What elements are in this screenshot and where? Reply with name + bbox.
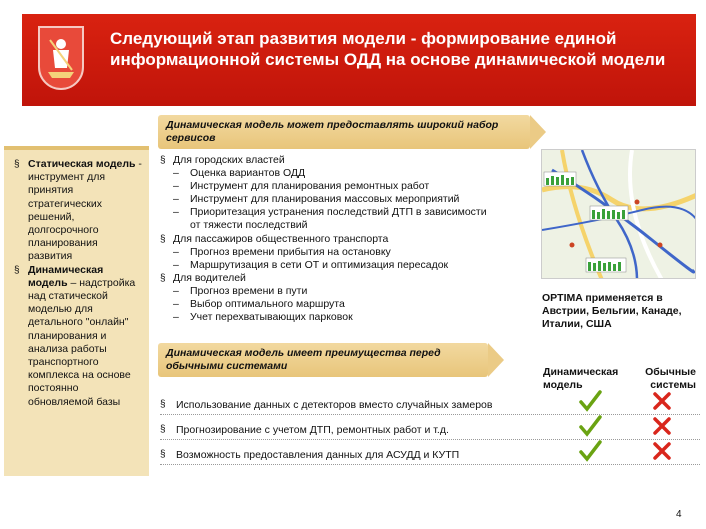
header-banner	[22, 14, 696, 106]
cross-icon	[652, 416, 672, 436]
service-group-title: § Для пассажиров общественного транспорта	[160, 233, 540, 246]
page-title: Следующий этап развития модели - формирование единой информационной системы ОДД на основе динамической модели	[110, 29, 666, 69]
service-item: – Прогноз времени прибытия на остановку	[160, 246, 540, 259]
comparison-row	[160, 443, 700, 465]
service-item: – Выбор оптимального маршрута	[160, 298, 540, 311]
service-group-title: § Для городских властей	[160, 154, 540, 167]
comparison-row	[160, 393, 700, 415]
service-item-continuation: от тяжести последствий	[190, 219, 308, 232]
service-item: – Приоритезация устранения последствий ДТП в зависимости	[160, 206, 540, 219]
service-item: – Учет перехватывающих парковок	[160, 311, 540, 324]
comparison-row-label: § Прогнозирование с учетом ДТП, ремонтных работ и т.д.	[160, 424, 449, 436]
service-item: – Маршрутизация в сети ОТ и оптимизация пересадок	[160, 259, 540, 272]
service-item: – Инструмент для планирования массовых мероприятий	[160, 193, 540, 206]
checkmark-icon	[578, 389, 602, 413]
regular-systems-column-header: Обычные системы	[645, 366, 696, 391]
traffic-map-image	[541, 149, 696, 279]
dynamic-model-column-header: Динамическая модель	[543, 366, 619, 391]
checkmark-icon	[578, 439, 602, 463]
services-list	[160, 154, 540, 324]
service-item: – Оценка вариантов ОДД	[160, 167, 540, 180]
comparison-row	[160, 418, 700, 440]
list-item	[14, 264, 144, 409]
comparison-row-label: § Возможность предоставления данных для АСУДД и КУТП	[160, 449, 459, 461]
service-item: – Прогноз времени в пути	[160, 285, 540, 298]
model-types-panel	[4, 146, 149, 476]
comparison-row-label: § Использование данных с детекторов вместо случайных замеров	[160, 399, 492, 411]
dynamic-model-description: – надстройка над статической моделью для детального "онлайн" планирования и анализа работы транспортного комплекса на основе постоянно обновляемой базы	[28, 276, 136, 408]
services-banner: Динамическая модель может предоставлять широкий набор сервисов	[158, 115, 530, 149]
dynamic-model-label: Динамическая модель	[28, 263, 104, 289]
static-model-label: Статическая модель	[28, 158, 136, 170]
moscow-coat-of-arms-icon	[38, 26, 84, 90]
service-item: – Инструмент для планирования ремонтных работ	[160, 180, 540, 193]
static-model-description: - инструмент для принятия стратегических решений, долгосрочного планирования развития	[28, 158, 142, 263]
advantages-banner: Динамическая модель имеет преимущества перед обычными системами	[158, 343, 488, 377]
checkmark-icon	[578, 414, 602, 438]
page-number: 4	[676, 509, 682, 520]
service-group-title: § Для водителей	[160, 272, 540, 285]
list-item	[14, 158, 144, 264]
optima-usage-note: OPTIMA применяется в Австрии, Бельгии, Канаде, Италии, США	[542, 292, 682, 330]
cross-icon	[652, 441, 672, 461]
cross-icon	[652, 391, 672, 411]
